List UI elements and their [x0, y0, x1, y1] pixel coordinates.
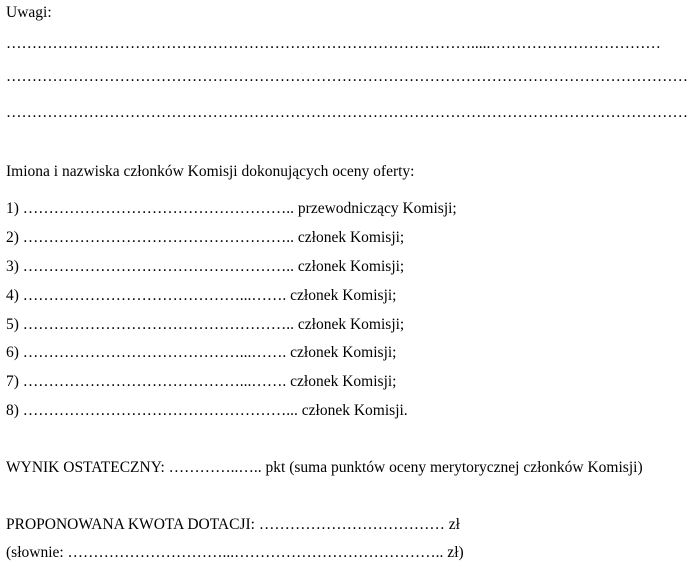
uwagi-line-1: ……………………………………………………………………………….....……………………………	[6, 35, 661, 52]
komisja-heading: Imiona i nazwiska członków Komisji dokonujących oceny oferty:	[6, 163, 415, 180]
kwota-slownie: (słownie: …………………………...………………………………….. zł)	[6, 544, 464, 561]
komisja-member-6: 6) ……………………………………...……. członek Komisji;	[6, 344, 397, 361]
komisja-member-7: 7) ……………………………………...……. członek Komisji;	[6, 373, 397, 390]
uwagi-label: Uwagi:	[6, 4, 52, 21]
komisja-member-2: 2) …………………………………………….. członek Komisji;	[6, 229, 405, 246]
uwagi-line-3: ……………………………………………………………………………………………………………………	[6, 104, 688, 121]
komisja-member-8: 8) ……………………………………………... członek Komisji.	[6, 402, 408, 419]
komisja-member-5: 5) …………………………………………….. członek Komisji;	[6, 316, 405, 333]
komisja-member-1: 1) …………………………………………….. przewodniczący Komisji;	[6, 200, 457, 217]
wynik-ostateczny: WYNIK OSTATECZNY: …………..….. pkt (suma punktów oceny merytorycznej członków Komisji)	[6, 459, 643, 476]
proponowana-kwota: PROPONOWANA KWOTA DOTACJI: ……………………………… zł	[6, 516, 460, 533]
komisja-member-3: 3) …………………………………………….. członek Komisji;	[6, 258, 405, 275]
uwagi-line-2: ……………………………………………………………………………………………………………………	[6, 68, 688, 85]
komisja-member-4: 4) ……………………………………...……. członek Komisji;	[6, 287, 397, 304]
